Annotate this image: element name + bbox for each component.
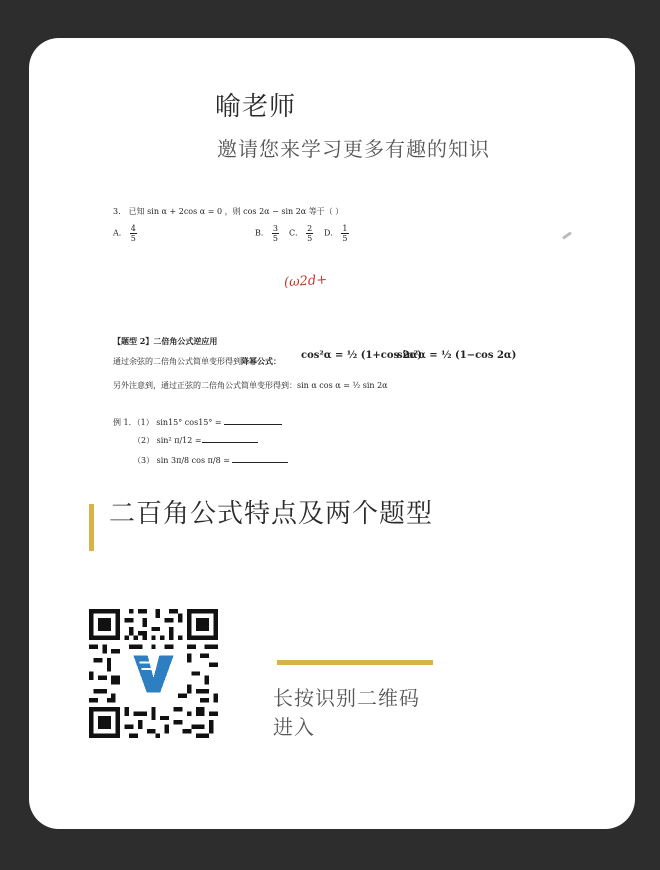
option-d: D． $\frac{1}{5}$	[324, 224, 348, 243]
formula-cos-squared: cos²α = ½ (1+cos 2α)	[301, 350, 423, 361]
type2-title: 【题型 2】二倍角公式逆应用	[113, 336, 218, 346]
headline: 二百角公式特点及两个题型	[109, 499, 434, 529]
scan-instruction-enter: 进入	[273, 715, 315, 739]
option-a: A． $\frac{4}{5}$	[113, 224, 136, 243]
scan-accent-line	[277, 660, 433, 665]
headline-accent-bar	[89, 504, 94, 551]
example-1: 例 1．（1） sin15° cos15° =	[113, 416, 282, 428]
scan-instruction: 长按识别二维码	[273, 686, 420, 710]
question-3: 3． 已知 sin α + 2cos α = 0 ，则 cos 2α − sin 2α 等于（ ）	[113, 207, 344, 216]
invite-text: 邀请您来学习更多有趣的知识	[217, 137, 490, 161]
handwritten-note: (ω2d+	[283, 272, 328, 291]
example-3: （3） sin 3π/8 cos π/8 =	[133, 454, 288, 466]
type2-line2: 另外注意到，通过正弦的二倍角公式简单变形得到：sin α cos α = ½ sin 2α	[113, 381, 388, 390]
poster-card	[29, 38, 635, 829]
option-b: B． $\frac{3}{5}$	[255, 224, 278, 243]
teacher-name: 喻老师	[215, 92, 297, 122]
pencil-mark-icon	[562, 231, 572, 239]
option-c: C． $\frac{2}{5}$	[289, 224, 313, 243]
formula-sin-squared: sin²α = ½ (1−cos 2α)	[397, 350, 517, 361]
qr-code-icon[interactable]	[89, 609, 218, 738]
example-2: （2） sin² π/12 =	[133, 434, 258, 446]
type2-line1: 通过余弦的二倍角公式简单变形得到降幂公式：	[113, 356, 281, 366]
